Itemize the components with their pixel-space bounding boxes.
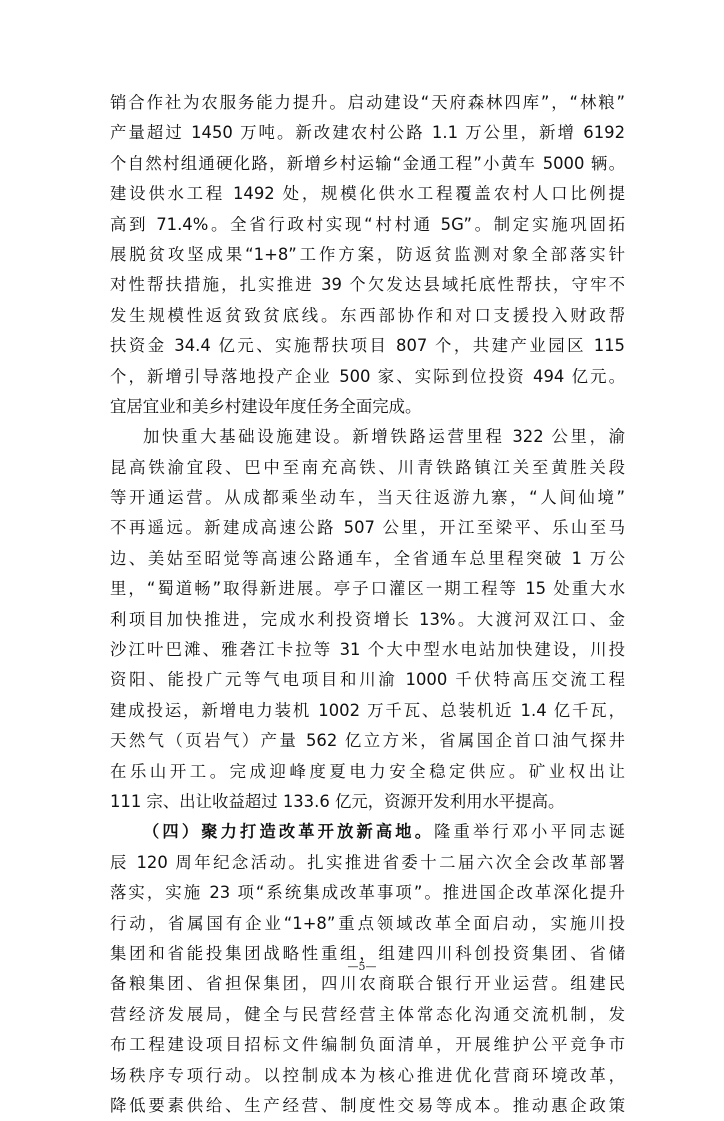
body-line: 备粮集团、省担保集团，四川农商联合银行开业运营。组建民 — [110, 974, 625, 994]
section-heading-continuation: 隆重举行邓小平同志诞 — [434, 822, 626, 842]
body-line: 产量超过 1450 万吨。新改建农村公路 1.1 万公里，新增 6192 — [110, 123, 625, 143]
body-line: 昆高铁渝宜段、巴中至南充高铁、川青铁路镇江关至黄胜关段 — [110, 457, 625, 477]
body-line: 个，新增引导落地投产企业 500 家、实际到位投资 494 亿元。 — [110, 366, 625, 386]
body-line: 在乐山开工。完成迎峰度夏电力安全稳定供应。矿业权出让 — [110, 761, 625, 781]
body-line: 高到 71.4%。全省行政村实现“村村通 5G”。制定实施巩固拓 — [110, 214, 625, 234]
body-line: 发生规模性返贫致贫底线。东西部协作和对口支援投入财政帮 — [110, 305, 625, 325]
body-line: 个自然村组通硬化路，新增乡村运输“金通工程”小黄车 5000 辆。 — [110, 153, 625, 173]
body-line: 里，“蜀道畅”取得新进展。亭子口灌区一期工程等 15 处重大水 — [110, 579, 625, 599]
body-line: 天然气（页岩气）产量 562 亿立方米，省属国企首口油气探井 — [110, 731, 625, 751]
body-line: 建设供水工程 1492 处，规模化供水工程覆盖农村人口比例提 — [110, 184, 625, 204]
body-line: 资阳、能投广元等气电项目和川渝 1000 千伏特高压交流工程 — [110, 670, 625, 690]
paragraph-start-line: 加快重大基础设施建设。新增铁路运营里程 322 公里，渝 — [143, 427, 625, 447]
body-line: 布工程建设项目招标文件编制负面清单，开展维护公平竞争市 — [110, 1035, 625, 1055]
body-line: 场秩序专项行动。以控制成本为核心推进优化营商环境改革， — [110, 1065, 625, 1085]
body-line: 销合作社为农服务能力提升。启动建设“天府森林四库”，“林粮” — [110, 93, 625, 112]
body-line: 不再遥远。新建成高速公路 507 公里，开江至梁平、乐山至马 — [110, 518, 625, 538]
body-line: 等开通运营。从成都乘坐动车，当天往返游九寨，“人间仙境” — [110, 488, 625, 508]
body-line: 利项目加快推进，完成水利投资增长 13%。大渡河双江口、金 — [110, 609, 625, 629]
body-line: 建成投运，新增电力装机 1002 万千瓦、总装机近 1.4 亿千瓦， — [110, 700, 625, 720]
body-line: 对性帮扶措施，扎实推进 39 个欠发达县域托底性帮扶，守牢不 — [110, 275, 625, 295]
body-line: 集团和省能投集团战略性重组，组建四川科创投资集团、省储 — [110, 943, 625, 963]
page-number: —5— — [347, 960, 377, 973]
section-heading-line — [110, 817, 625, 847]
body-line: 营经济发展局，健全与民营经营主体常态化沟通交流机制，发 — [110, 1004, 625, 1024]
body-line: 沙江叶巴滩、雅砻江卡拉等 31 个大中型水电站加快建设，川投 — [110, 640, 625, 660]
body-line: 展脱贫攻坚成果“1+8”工作方案，防返贫监测对象全部落实针 — [110, 244, 625, 264]
body-line: 宜居宜业和美乡村建设年度任务全面完成。 — [110, 396, 422, 416]
body-line: 降低要素供给、生产经营、制度性交易等成本。推动惠企政策 — [110, 1095, 625, 1115]
body-line: 边、美姑至昭觉等高速公路通车，全省通车总里程突破 1 万公 — [110, 548, 625, 568]
section-heading: （四）聚力打造改革开放新高地。 — [143, 822, 435, 842]
body-line: 辰 120 周年纪念活动。扎实推进省委十二届六次全会改革部署 — [110, 852, 625, 872]
body-line: 扶资金 34.4 亿元、实施帮扶项目 807 个，共建产业园区 115 — [110, 336, 625, 356]
body-line: 行动，省属国有企业“1+8”重点领域改革全面启动，实施川投 — [110, 913, 625, 933]
body-line: 111 宗、出让收益超过 133.6 亿元，资源开发利用水平提高。 — [110, 791, 565, 811]
body-line: 落实，实施 23 项“系统集成改革事项”。推进国企改革深化提升 — [110, 883, 625, 903]
